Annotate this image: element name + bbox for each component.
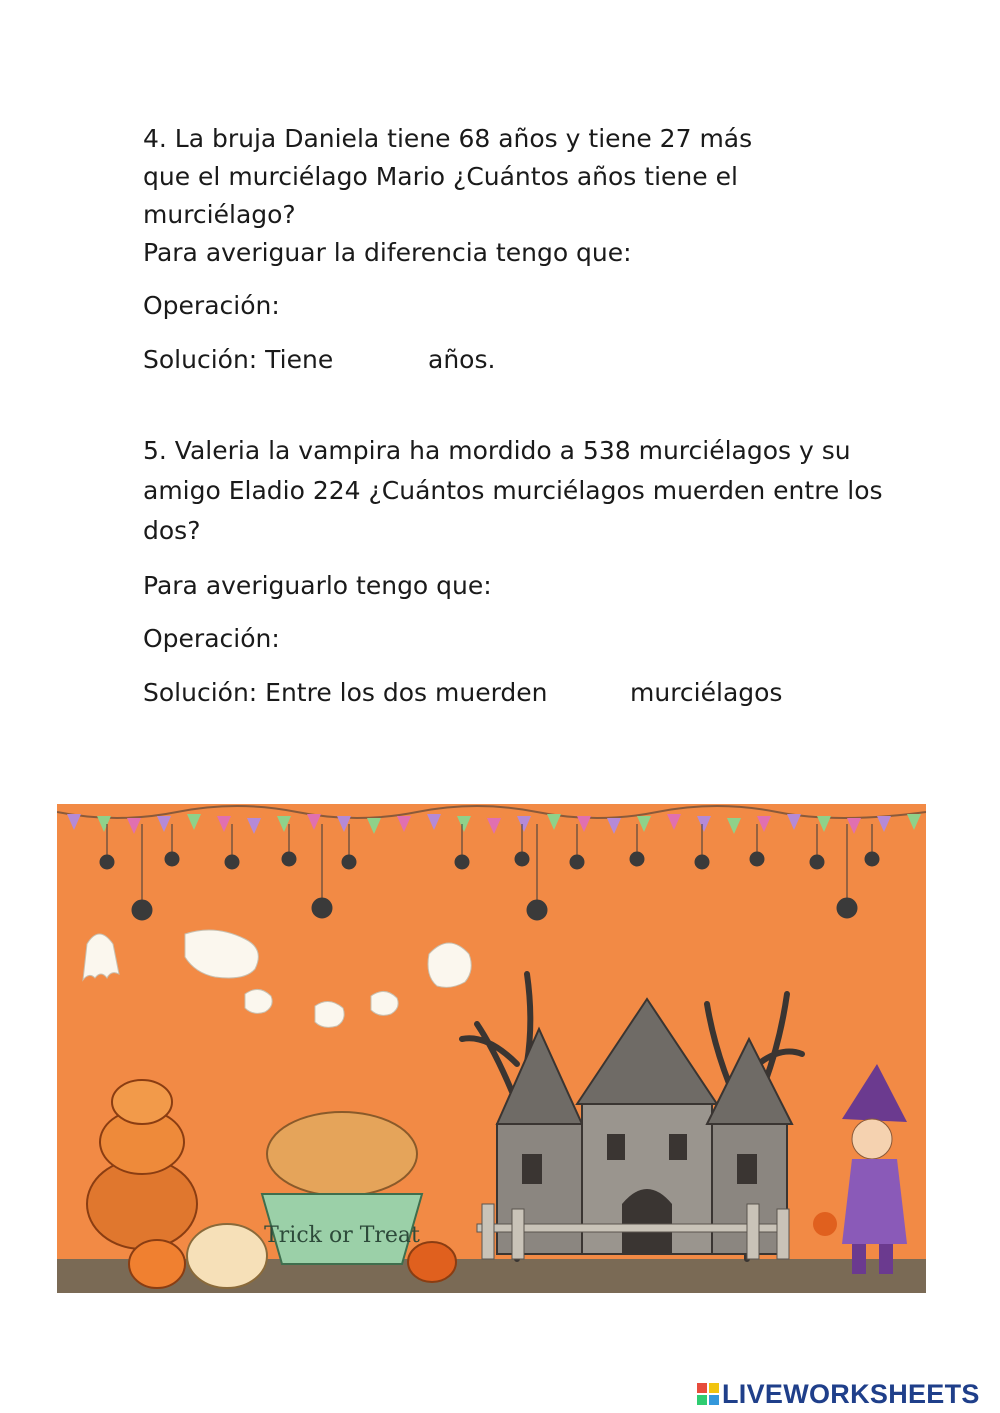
problem5-operation-answer[interactable] xyxy=(290,622,590,652)
problem5-line4: Para averiguarlo tengo que: xyxy=(143,571,492,600)
problem4-line2: que el murciélago Mario ¿Cuántos años tiene el xyxy=(143,162,738,191)
problem5-line2: amigo Eladio 224 ¿Cuántos murciélagos muerden entre los xyxy=(143,476,883,505)
problem5-solution-prefix: Solución: Entre los dos muerden xyxy=(143,678,548,707)
problem4-operation-label: Operación: xyxy=(143,291,280,320)
problem4-line3: murciélago? xyxy=(143,200,296,229)
basket-label: Trick or Treat xyxy=(264,1223,420,1248)
problem5-method-answer[interactable] xyxy=(490,569,870,599)
problem4-method-answer[interactable] xyxy=(620,236,870,266)
problem5-solution-suffix: murciélagos xyxy=(630,678,783,707)
problem5-operation-label: Operación: xyxy=(143,624,280,653)
liveworksheets-logo xyxy=(697,1378,980,1410)
problem4-solution-answer[interactable] xyxy=(338,343,422,373)
problem4-operation-answer[interactable] xyxy=(290,289,590,319)
halloween-illustration xyxy=(57,804,926,1293)
problem4-solution-prefix: Solución: Tiene xyxy=(143,345,334,374)
liveworksheets-logo-icon xyxy=(697,1383,719,1405)
problem5-solution-answer[interactable] xyxy=(550,676,624,706)
problem4-line1: 4. La bruja Daniela tiene 68 años y tiene 27 más xyxy=(143,124,753,153)
problem5-line3: dos? xyxy=(143,516,201,545)
problem5-line1: 5. Valeria la vampira ha mordido a 538 murciélagos y su xyxy=(143,436,851,465)
problem4-solution-suffix: años. xyxy=(428,345,496,374)
problem4-line4: Para averiguar la diferencia tengo que: xyxy=(143,238,632,267)
liveworksheets-brand: LIVEWORKSHEETS xyxy=(722,1378,980,1409)
